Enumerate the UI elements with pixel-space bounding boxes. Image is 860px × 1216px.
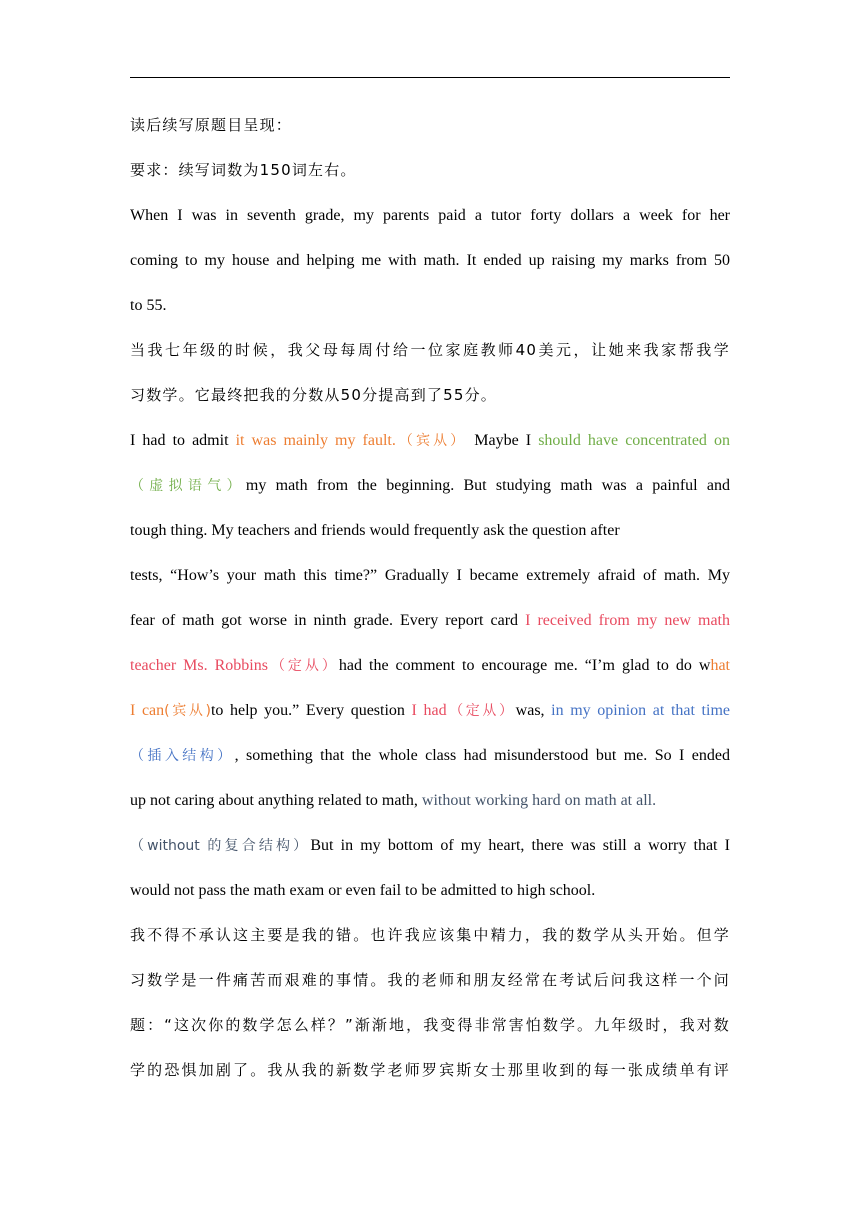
para1-zh-line-1: 当我七年级的时候，我父母每周付给一位家庭教师40美元，让她来我家帮我学 <box>130 341 730 359</box>
para2-zh-line-1: 我不得不承认这主要是我的错。也许我应该集中精力，我的数学从头开始。但学 <box>130 926 730 944</box>
para1-zh-line-2: 习数学。它最终把我的分数从50分提高到了55分。 <box>130 386 497 404</box>
word-count-requirement: 要求：续写词数为150词左右。 <box>130 161 357 179</box>
para2-zh-line-3: 题：“这次你的数学怎么样？”渐渐地，我变得非常害怕数学。九年级时，我对数 <box>130 1016 730 1034</box>
subjunctive-note: （虚拟语气） <box>130 478 246 494</box>
para2-en-line-1 <box>130 418 730 463</box>
plain-text: had the comment to encourage me. “I’m glad to do w <box>338 657 711 674</box>
attributive-clause-highlight: teacher Ms. Robbins <box>130 657 268 674</box>
document-body <box>130 103 730 1093</box>
plain-text: , something that the whole class had misunderstood but me. So I ended <box>234 747 730 764</box>
object-clause-note: （宾从） <box>395 433 468 449</box>
object-clause-highlight: it was mainly my fault. <box>235 432 396 449</box>
plain-text: was, <box>515 702 552 719</box>
header-rule <box>130 77 730 78</box>
plain-text: to help you.” Every question <box>210 702 412 719</box>
attributive-clause-highlight: I received from my new math <box>525 612 730 629</box>
para2-zh-line-2: 习数学是一件痛苦而艰难的事情。我的老师和朋友经常在考试后问我这样一个问 <box>130 971 730 989</box>
para2-en-line-11: would not pass the math exam or even fail to be admitted to high school. <box>130 882 596 899</box>
plain-text: up not caring about anything related to math, <box>130 792 422 809</box>
parenthetical-highlight: in my opinion at that time <box>551 702 730 719</box>
attributive-clause-note: （定从） <box>267 658 339 674</box>
para2-en-line-6 <box>130 643 730 688</box>
plain-text: my math from the beginning. But studying math was a painful and <box>245 477 730 494</box>
plain-text: I had to admit <box>130 432 236 449</box>
object-clause-highlight: I can <box>130 702 165 719</box>
object-clause-highlight: hat <box>710 657 730 674</box>
plain-text: Maybe I <box>467 432 539 449</box>
para2-en-line-9 <box>130 778 730 823</box>
parenthetical-note: （插入结构） <box>130 748 235 764</box>
para2-en-line-4: tests, “How’s your math this time?” Gradually I became extremely afraid of math. My <box>130 567 730 584</box>
para1-en-line-2: coming to my house and helping me with math. It ended up raising my marks from 50 <box>130 252 730 269</box>
para2-en-line-7 <box>130 688 730 733</box>
para2-en-line-2 <box>130 463 730 508</box>
object-clause-note: (宾从) <box>164 703 211 719</box>
section-heading: 读后续写原题目呈现： <box>130 116 293 134</box>
para1-en-line-1: When I was in seventh grade, my parents paid a tutor forty dollars a week for her <box>130 207 730 224</box>
plain-text: fear of math got worse in ninth grade. Every report card <box>130 612 526 629</box>
without-structure-highlight: without working hard on math at all. <box>421 792 657 809</box>
plain-text: But in my bottom of my heart, there was still a worry that I <box>310 837 730 854</box>
para1-en-line-3: to 55. <box>130 297 167 314</box>
attributive-clause-note: （定从） <box>446 703 516 719</box>
para2-en-line-10 <box>130 823 730 868</box>
para2-en-line-5 <box>130 598 730 643</box>
without-structure-note: （without 的复合结构） <box>130 838 311 854</box>
subjunctive-highlight: should have concentrated on <box>538 432 730 449</box>
para2-en-line-8 <box>130 733 730 778</box>
para2-en-line-3: tough thing. My teachers and friends would frequently ask the question after <box>130 522 620 539</box>
para2-zh-line-4: 学的恐惧加剧了。我从我的新数学老师罗宾斯女士那里收到的每一张成绩单有评 <box>130 1061 730 1079</box>
attributive-clause-highlight: I had <box>411 702 447 719</box>
